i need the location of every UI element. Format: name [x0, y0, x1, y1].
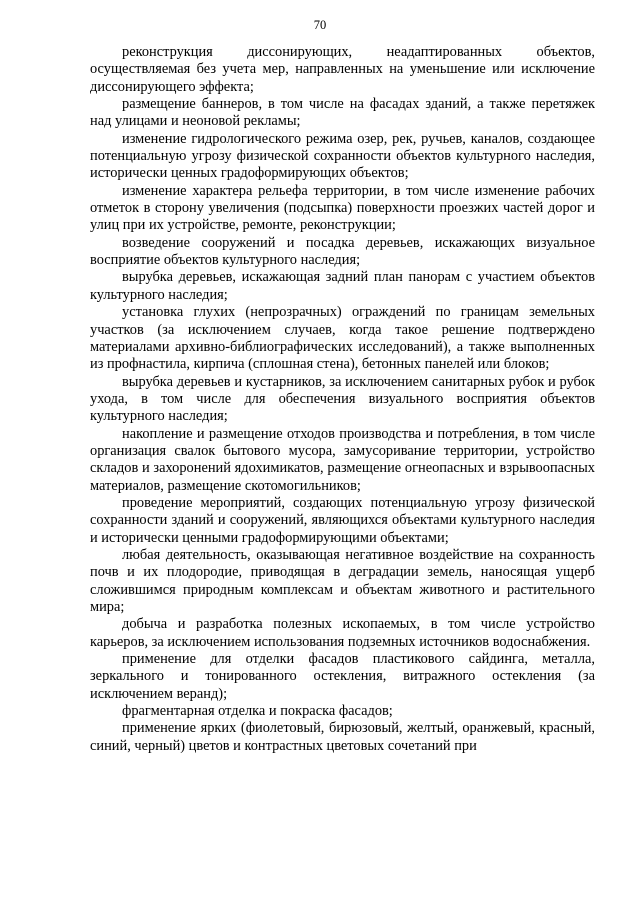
paragraph-mining: добыча и разработка полезных ископаемых, в том числе устройство карьеров, за исключением использования подземных источников водоснабжения.: [90, 616, 595, 650]
paragraph-tree-felling-panorama: вырубка деревьев, искажающая задний план панорам с участием объектов культурного наследия;: [90, 269, 595, 303]
paragraph-relief-change: изменение характера рельефа территории, в том числе изменение рабочих отметок в сторону увеличения (подсыпка) поверхности проезжих частей дорог и улиц при их устройстве, ремонте, реконструкции;: [90, 182, 595, 234]
paragraph-fragmentary-finishing: фрагментарная отделка и покраска фасадов;: [122, 703, 393, 720]
paragraph-solid-fences: установка глухих (непрозрачных) ограждений по границам земельных участков (за исключением случаев, когда такое решение подтверждено материалами архивно-библиографических исследований), а также выполненных из профнастила, кирпича (сплошная стена), бетонных панелей или блоков;: [90, 304, 595, 373]
paragraph-structures-trees: возведение сооружений и посадка деревьев, искажающих визуальное восприятие объектов культурного наследия;: [90, 234, 595, 269]
paragraph-facade-materials: применение для отделки фасадов пластикового сайдинга, металла, зеркального и тонированного остекления, витражного остекления (за исключением веранд);: [90, 651, 595, 702]
paragraph-waste-disposal: накопление и размещение отходов производства и потребления, в том числе организация свалок бытового мусора, замусоривание территории, устройство складов и захоронений ядохимикатов, размещение огнеопасных и взрывоопасных материалов, размещение скотомогильников;: [90, 425, 595, 494]
paragraph-tree-shrub-felling: вырубка деревьев и кустарников, за исключением санитарных рубок и рубок ухода, в том числе для обеспечения визуального восприятия объектов культурного наследия;: [90, 373, 595, 425]
document-body: [90, 44, 595, 755]
paragraph-hydrological-regime: изменение гидрологического режима озер, рек, ручьев, каналов, создающее потенциальную угрозу физической сохранности объектов культурного наследия, исторически ценных градоформирующих объектов;: [90, 130, 595, 182]
paragraph-banners: размещение баннеров, в том числе на фасадах зданий, а также перетяжек над улицами и неоновой рекламы;: [90, 96, 595, 130]
paragraph-bright-colors: применение ярких (фиолетовый, бирюзовый, желтый, оранжевый, красный, синий, черный) цветов и контрастных цветовых сочетаний при: [90, 720, 595, 754]
paragraph-reconstruction-dissonant: реконструкция диссонирующих, неадаптированных объектов, осуществляемая без учета мер, направленных на уменьшение или исключение диссонирующего эффекта;: [90, 44, 595, 95]
paragraph-soil-damage: любая деятельность, оказывающая негативное воздействие на сохранность почв и их плодородие, приводящая в деградации земель, наносящая ущерб сложившимся природным комплексам и объектам животного и растительного мира;: [90, 546, 595, 615]
paragraph-threatening-activities: проведение мероприятий, создающих потенциальную угрозу физической сохранности зданий и сооружений, являющихся объектами культурного наследия и исторически ценными градоформирующими объектами;: [90, 494, 595, 546]
page-number: 70: [313, 18, 327, 32]
